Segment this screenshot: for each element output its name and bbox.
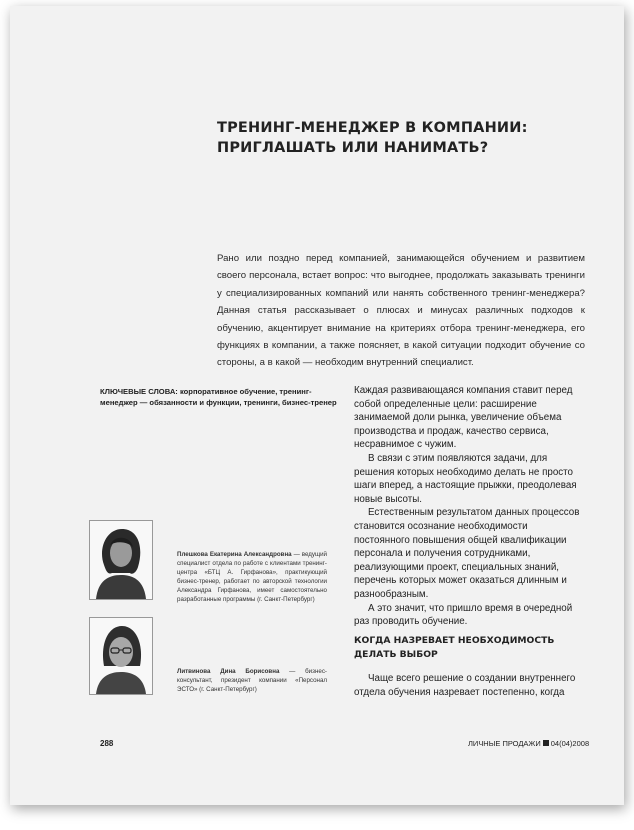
article-title-line-2: ПРИГЛАШАТЬ ИЛИ НАНИМАТЬ?	[217, 140, 489, 156]
magazine-name: ЛИЧНЫЕ ПРОДАЖИ	[468, 739, 541, 748]
issue-number: 04(04)2008	[550, 739, 590, 748]
footer-magazine	[468, 739, 589, 748]
page-number: 288	[100, 739, 114, 748]
author-portrait-1-image	[90, 521, 152, 599]
author-portrait-2-image	[90, 618, 152, 694]
keywords-label: КЛЮЧЕВЫЕ СЛОВА:	[100, 387, 178, 396]
article-lead: Рано или поздно перед компанией, занимающейся обучением и развитием своего персонала, встает вопрос: что выгоднее, продолжать заказывать тренинги у специализированных компаний или нанять собственного тренинг-менеджера? Данная статья рассказывает о плюсах и минусах различных подходов к обучению, акцентирует внимание на критериях отбора тренинг-менеджера, его функциях в компании, а также поясняет, в какой ситуации подходит обучение со стороны, а в какой — необходим внутренний специалист.	[217, 253, 585, 369]
section-body	[354, 672, 584, 699]
author-bio-1	[177, 550, 327, 604]
author-photo-2	[89, 617, 153, 695]
paragraph-3: Естественным результатом данных процессов становится осознание необходимости постоянного повышения общей квалификации персонала и получения сотрудниками, реализующими проект, специальных знаний, перечень которых может оказаться длинным и разнообразным.	[354, 507, 580, 600]
author-photo-1	[89, 520, 153, 600]
author-bio-2	[177, 667, 327, 694]
section-heading: КОГДА НАЗРЕВАЕТ НЕОБХОДИМОСТЬ ДЕЛАТЬ ВЫБОР	[354, 635, 555, 660]
author-name-2: Литвинова Дина Борисовна	[177, 668, 280, 675]
author-description-1: — ведущий специалист отдела по работе с клиентами тренинг-центра «БТЦ А. Гирфанова», практикующий бизнес-тренер, работает по авторской технологии Александра Гирфанова, имеет самостоятельно разработанные программы (г. Санкт-Петербург)	[177, 551, 327, 603]
magazine-page	[10, 6, 624, 805]
paragraph-1: Каждая развивающаяся компания ставит перед собой определенные цели: расширение занимаемой доли рынка, увеличение объема производства и продаж, качество сервиса, несравнимое с чужим.	[354, 385, 573, 451]
paragraph-4: А это значит, что пришло время в очередной раз проводить обучение.	[354, 602, 573, 628]
author-description-2: — бизнес-консультант, президент компании «Персонал ЭСТО» (г. Санкт-Петербург)	[177, 668, 327, 693]
paragraph-2: В связи с этим появляются задачи, для решения которых необходимо делать не просто шаги вперед, а настоящие прыжки, преодолевая новые высоты.	[354, 452, 577, 505]
keywords-block	[100, 386, 340, 408]
keywords-text: корпоративное обучение, тренинг-менеджер — обязанности и функции, тренинги, бизнес-тренер	[100, 387, 337, 407]
author-name-1: Плешкова Екатерина Александровна	[177, 551, 292, 558]
article-title	[217, 118, 547, 158]
square-separator-icon	[543, 740, 549, 746]
article-body	[354, 384, 584, 629]
section-paragraph: Чаще всего решение о создании внутреннего отдела обучения назревает постепенно, когда	[354, 673, 576, 698]
article-title-line-1: ТРЕНИНГ-МЕНЕДЖЕР В КОМПАНИИ:	[217, 120, 528, 136]
